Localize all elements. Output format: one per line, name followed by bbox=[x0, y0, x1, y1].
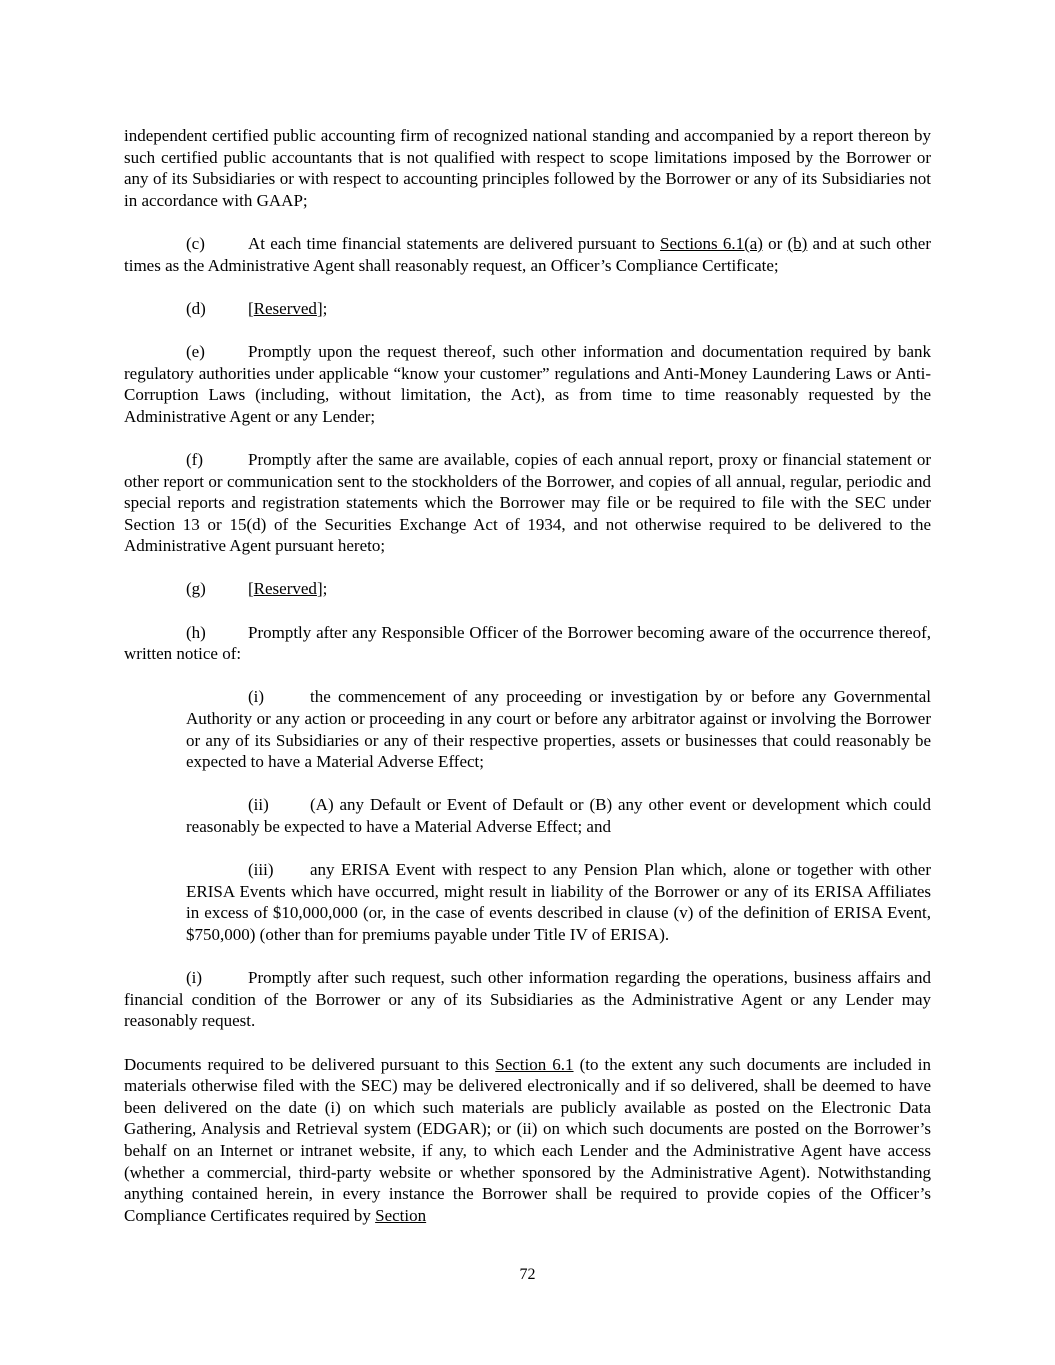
clause-c: (c) At each time financial statements are delivered pursuant to Sections 6.1(a) or (b) and at such other times as the Administrative Agent shall reasonably request, an Officer’s Compliance Certificate; bbox=[124, 233, 932, 275]
subclause-h-ii: (ii) (A) any Default or Event of Default or (B) any other event or development which could reasonably be expected to have a Material Adverse Effect; and bbox=[186, 795, 931, 836]
clause-g: (g) [Reserved]; bbox=[186, 579, 328, 599]
clause-label: (i) bbox=[186, 968, 203, 988]
page-number: 72 bbox=[519, 1266, 536, 1283]
subclause-h-iii: (iii) any ERISA Event with respect to any Pension Plan which, alone or together with other ERISA Events which have occurred, might result in liability of the Borrower or any of its ERISA Affiliates in excess of $10,000,000 (or, in the case of events described in clause (v) of the definition of ERISA Event, $750,000) (other than for premiums payable under Title IV of ERISA). bbox=[186, 860, 931, 944]
clause-e: (e) Promptly upon the request thereof, such other information and documentation required by bank regulatory authorities under applicable “know your customer” regulations and Anti-Money Laundering Laws or Anti-Corruption Laws (including, without limitation, the Act), as from time to time reasonably requested by the Administrative Agent or any Lender; bbox=[124, 341, 931, 426]
subclause-h-i: (i) the commencement of any proceeding or investigation by or before any Governmental Authority or any action or proceeding in any court or before any arbitrator against or involving the Borrower or any of its Subsidiaries or any of their respective properties, assets or businesses that could reasonably be expected to have a Material Adverse Effect; bbox=[186, 687, 931, 772]
reserved-text: Reserved bbox=[253, 579, 317, 599]
clause-f: (f) Promptly after the same are available, copies of each annual report, proxy or financial statement or other report or communication sent to the stockholders of the Borrower, and copies of all annual, regular, periodic and special reports and registration statements which the Borrower may file or be required to file with the SEC under Section 13 or 15(d) of the Securities Exchange Act of 1934, and not otherwise required to be delivered to the Administrative Agent pursuant hereto; bbox=[124, 449, 931, 556]
reserved-text: Reserved bbox=[253, 298, 317, 318]
clause-i: (i) Promptly after such request, such other information regarding the operations, business affairs and financial condition of the Borrower or any of its Subsidiaries as the Administrative Agent or any Lender may reasonably request. bbox=[124, 968, 931, 1031]
subclause-label: (ii) bbox=[248, 795, 269, 815]
section-link[interactable]: Section 6.1 bbox=[495, 1054, 574, 1074]
clause-h: (h) Promptly after any Responsible Officer of the Borrower becoming aware of the occurrence thereof, written notice of: bbox=[124, 622, 931, 664]
clause-label: (h) bbox=[186, 622, 206, 642]
subclause-label: (i) bbox=[248, 687, 265, 707]
clause-label: (e) bbox=[186, 341, 205, 361]
clause-label: (d) bbox=[186, 298, 206, 318]
paragraph-documents-delivery: Documents required to be delivered pursuant to this Section 6.1 (to the extent any such documents are included in materials otherwise filed with the SEC) may be delivered electronically and if so delivered, shall be deemed to have been delivered on the date (i) on which such materials are publicly available as posted on the Electronic Data Gathering, Analysis and Retrieval system (EDGAR); or (ii) on which such documents are posted on the Borrower’s behalf on an Internet or intranet website, if any, to which each Lender and the Administrative Agent have access (whether a commercial, third-party website or whether sponsored by the Administrative Agent). Notwithstanding anything contained herein, in every instance the Borrower shall be required to provide copies of the Officer’s Compliance Certificates required by Section bbox=[124, 1054, 931, 1225]
clause-label: (c) bbox=[186, 233, 205, 253]
section-link[interactable]: Section bbox=[375, 1205, 427, 1225]
clause-label: (g) bbox=[186, 579, 206, 599]
subclause-label: (iii) bbox=[248, 860, 274, 880]
section-link[interactable]: Sections 6.1(a) bbox=[660, 233, 763, 253]
clause-d: (d) [Reserved]; bbox=[186, 298, 328, 318]
paragraph-continued: independent certified public accounting firm of recognized national standing and accompanied by a report thereon by such certified public accountants that is not qualified with respect to scope limitations imposed by the Borrower or any of its Subsidiaries or with respect to accounting principles followed by the Borrower or any of its Subsidiaries not in accordance with GAAP; bbox=[124, 126, 931, 210]
section-link[interactable]: (b) bbox=[787, 233, 808, 253]
document-body bbox=[124, 125, 931, 1226]
clause-label: (f) bbox=[186, 449, 203, 469]
